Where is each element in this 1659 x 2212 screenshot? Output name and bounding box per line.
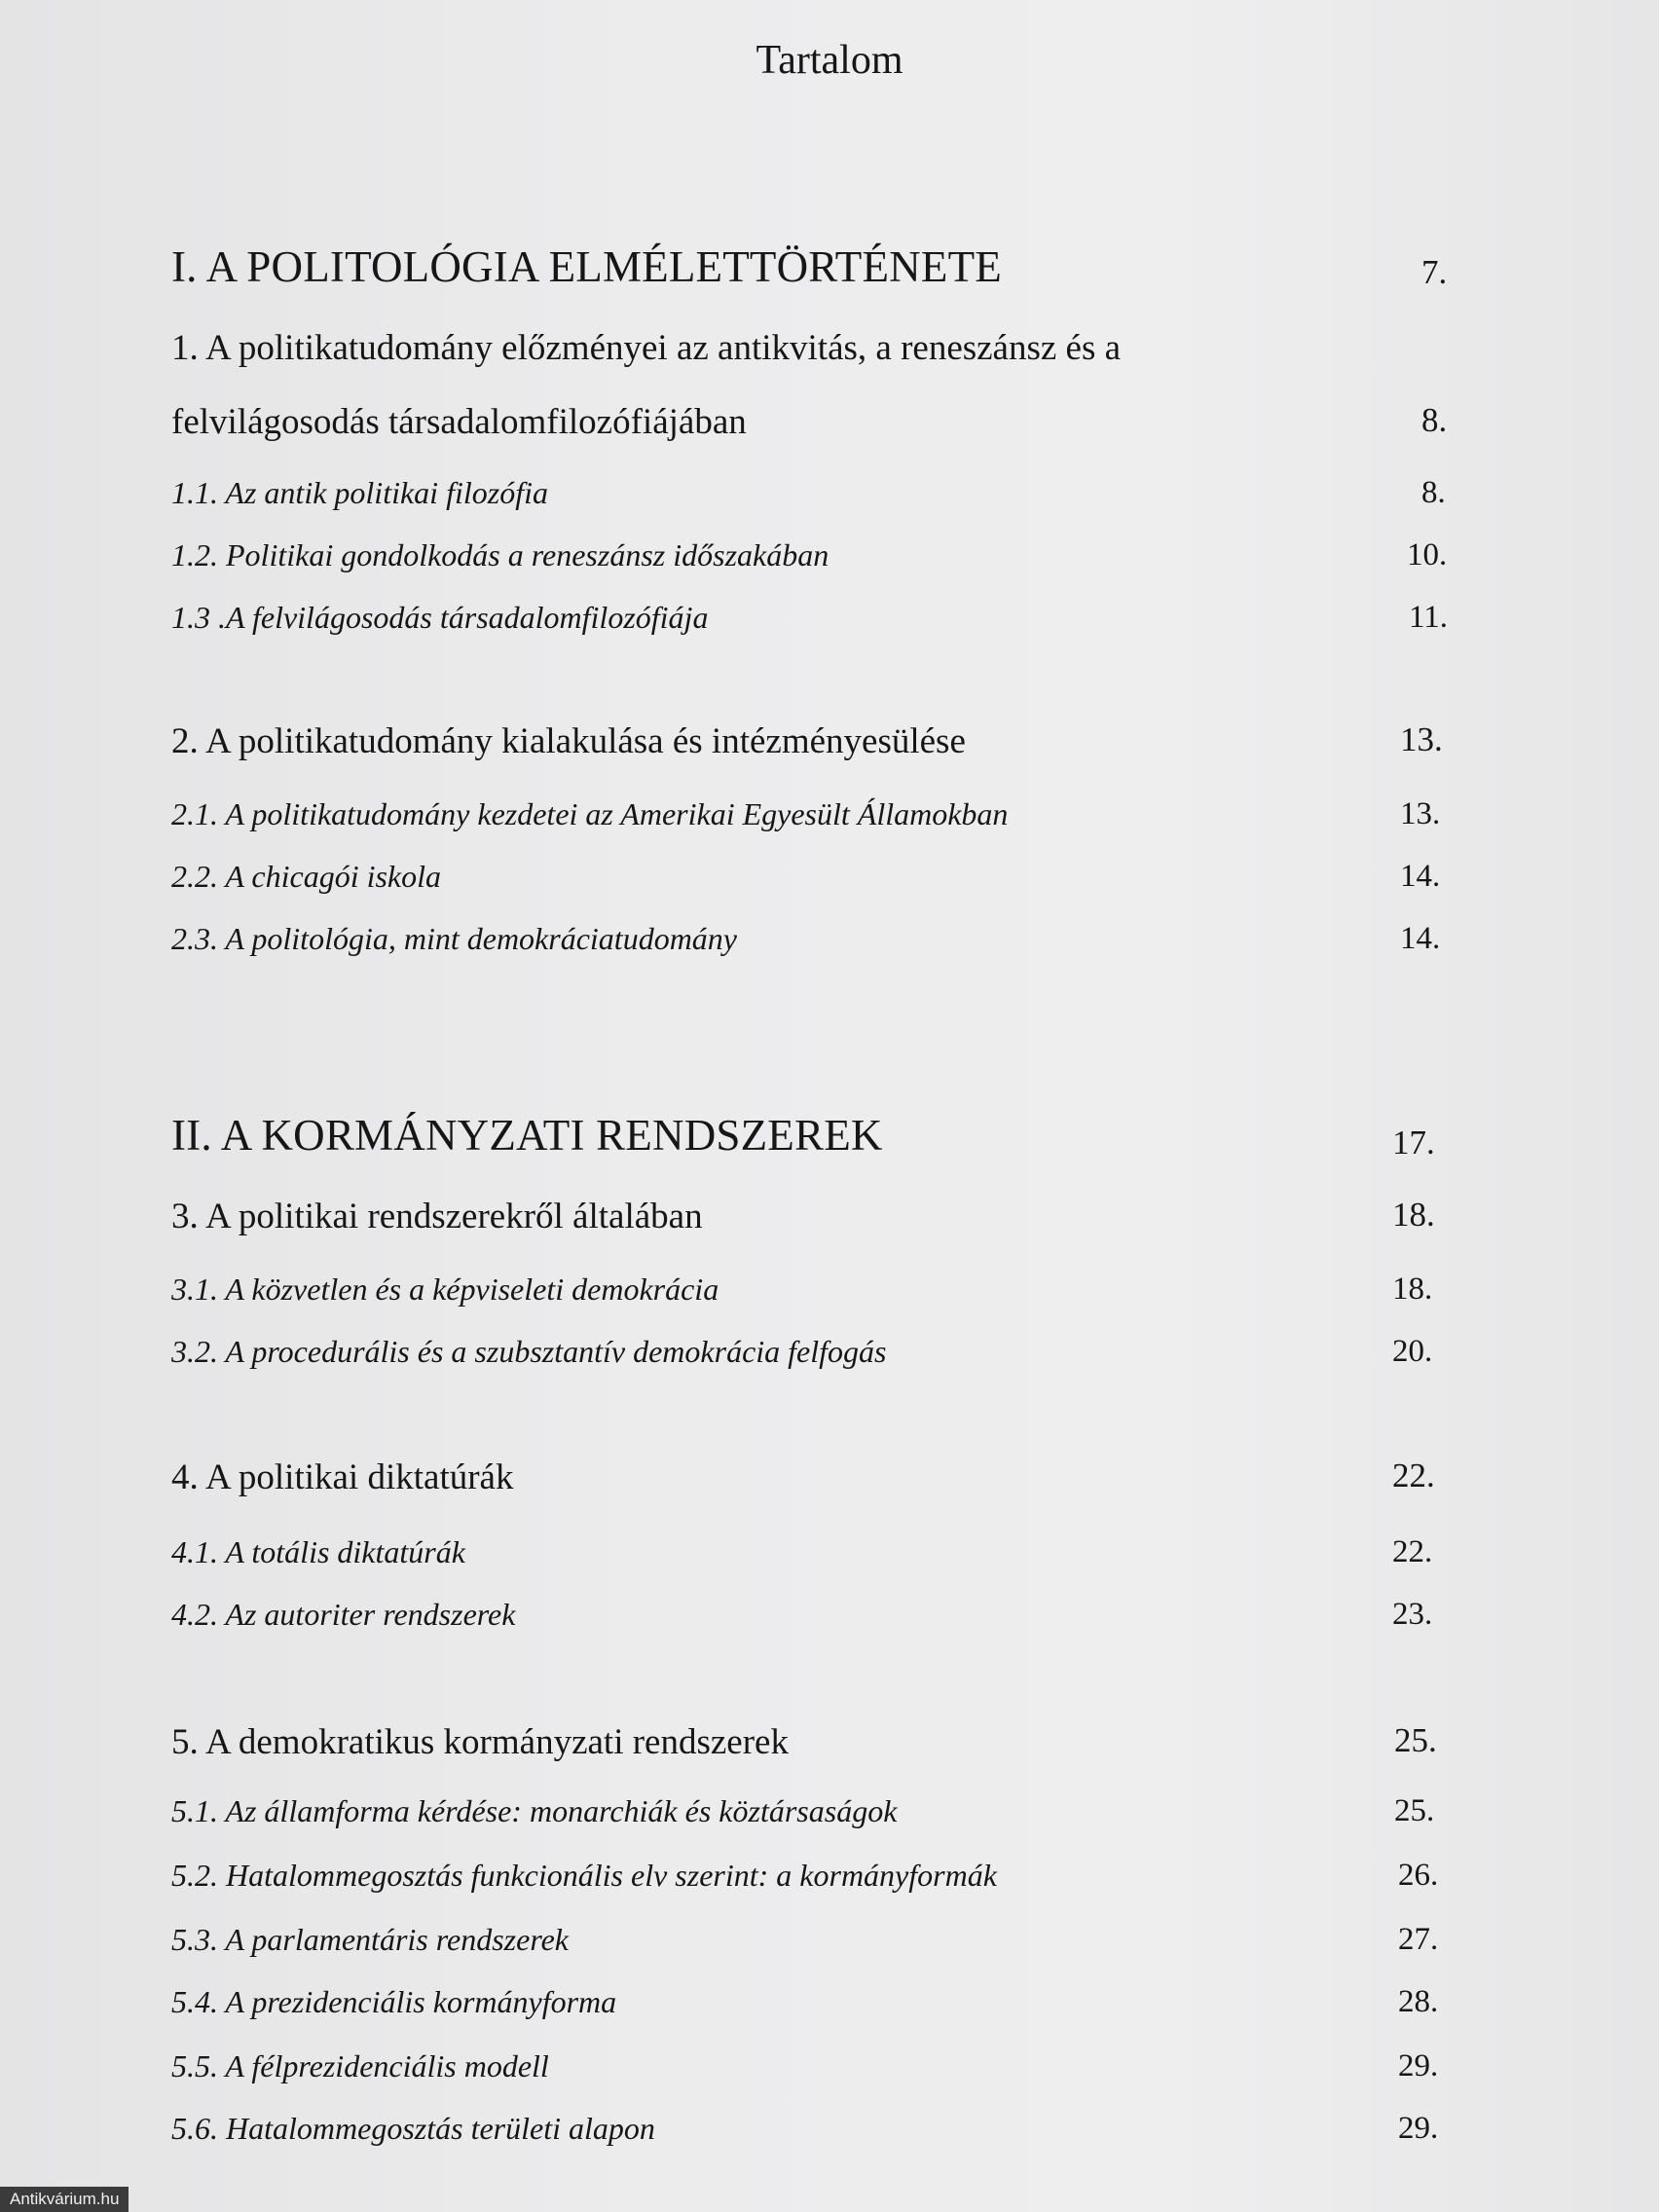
toc-entry-page: 29. <box>1398 2111 1439 2146</box>
toc-entry-title: 1.1. Az antik politikai filozófia <box>171 475 548 510</box>
toc-entry-page: 23. <box>1392 1597 1433 1632</box>
toc-entry-title: II. A KORMÁNYZATI RENDSZEREK <box>171 1111 883 1160</box>
toc-entry-page: 18. <box>1392 1196 1435 1234</box>
toc-entry-title: 4.1. A totális diktatúrák <box>171 1534 465 1569</box>
toc-entry-chapter <box>0 1456 1659 1515</box>
toc-entry-title: 2.1. A politikatudomány kezdetei az Amerikai Egyesült Államokban <box>171 796 1009 831</box>
toc-entry-chapter <box>0 720 1659 779</box>
toc-entry-title: 4.2. Az autoriter rendszerek <box>171 1597 516 1632</box>
toc-entry-title: 3. A politikai rendszerekről általában <box>171 1197 703 1236</box>
toc-entry-section <box>0 2111 1659 2169</box>
toc-entry-title: 1. A politikatudomány előzményei az antikvitás, a reneszánsz és a <box>171 328 1122 368</box>
toc-entry-page: 10. <box>1407 537 1448 572</box>
toc-entry-section <box>0 1597 1659 1655</box>
toc-entry-page: 18. <box>1392 1272 1433 1307</box>
toc-entry-page: 7. <box>1421 253 1448 291</box>
toc-entry-section <box>0 859 1659 917</box>
toc-entry-title: 5.1. Az államforma kérdése: monarchiák és köztársaságok <box>171 1793 898 1828</box>
toc-entry-chapter <box>0 401 1659 460</box>
toc-entry-page: 8. <box>1421 401 1448 439</box>
toc-entry-page: 25. <box>1394 1721 1437 1759</box>
toc-entry-title: 5.6. Hatalommegosztás területi alapon <box>171 2111 655 2146</box>
toc-entry-section <box>0 1534 1659 1593</box>
toc-entry-page: 11. <box>1409 600 1449 635</box>
toc-entry-page: 14. <box>1400 859 1441 894</box>
toc-entry-title: 5. A demokratikus kormányzati rendszerek <box>171 1722 789 1762</box>
toc-entry-title: 3.2. A procedurális és a szubsztantív demokrácia felfogás <box>171 1334 887 1369</box>
toc-entry-page: 20. <box>1392 1334 1433 1369</box>
toc-entry-title: 3.1. A közvetlen és a képviseleti demokrácia <box>171 1272 719 1307</box>
toc-entry-page: 28. <box>1398 1984 1439 2019</box>
toc-entry-title: 5.5. A félprezidenciális modell <box>171 2048 549 2083</box>
toc-entry-chapter <box>0 327 1659 386</box>
toc-entry-title: 2.2. A chicagói iskola <box>171 859 442 894</box>
toc-entry-page: 29. <box>1398 2048 1439 2083</box>
toc-entry-part <box>0 1110 1659 1168</box>
toc-entry-section <box>0 2048 1659 2107</box>
toc-entry-section <box>0 600 1659 658</box>
toc-entry-section <box>0 1272 1659 1330</box>
toc-entry-page: 8. <box>1421 475 1446 510</box>
toc-entry-section <box>0 796 1659 855</box>
toc-entry-section <box>0 475 1659 534</box>
toc-entry-page: 25. <box>1394 1793 1435 1828</box>
toc-entry-page: 22. <box>1392 1456 1435 1494</box>
page-title: Tartalom <box>756 38 903 83</box>
toc-entry-title: 1.2. Politikai gondolkodás a reneszánsz időszakában <box>171 537 830 572</box>
toc-entry-page: 26. <box>1398 1858 1439 1893</box>
toc-entry-chapter <box>0 1721 1659 1780</box>
toc-entry-section <box>0 1858 1659 1916</box>
watermark: Antikvárium.hu <box>0 2187 129 2212</box>
toc-entry-title: 2.3. A politológia, mint demokráciatudomány <box>171 921 737 956</box>
toc-entry-title: 5.3. A parlamentáris rendszerek <box>171 1922 569 1957</box>
toc-entry-page: 27. <box>1398 1922 1439 1957</box>
toc-entry-page: 13. <box>1400 796 1441 831</box>
toc-entry-page: 17. <box>1392 1124 1435 1161</box>
toc-entry-title: 4. A politikai diktatúrák <box>171 1457 514 1497</box>
toc-entry-page: 22. <box>1392 1534 1433 1569</box>
toc-entry-section <box>0 1984 1659 2043</box>
toc-entry-section <box>0 1793 1659 1852</box>
toc-entry-section <box>0 1922 1659 1980</box>
toc-entry-section <box>0 921 1659 979</box>
toc-entry-page: 13. <box>1400 720 1443 758</box>
toc-entry-part <box>0 241 1659 300</box>
toc-entry-title: 5.2. Hatalommegosztás funkcionális elv szerint: a kormányformák <box>171 1858 997 1893</box>
toc-entry-section <box>0 537 1659 596</box>
toc-entry-page: 14. <box>1400 921 1441 956</box>
toc-entry-title: 5.4. A prezidenciális kormányforma <box>171 1984 617 2019</box>
toc-entry-section <box>0 1334 1659 1392</box>
toc-entry-title: felvilágosodás társadalomfilozófiájában <box>171 402 747 442</box>
toc-entry-chapter <box>0 1196 1659 1254</box>
toc-entry-title: I. A POLITOLÓGIA ELMÉLETTÖRTÉNETE <box>171 242 1002 291</box>
toc-entry-title: 2. A politikatudomány kialakulása és intézményesülése <box>171 721 966 761</box>
toc-entry-title: 1.3 .A felvilágosodás társadalomfilozófiája <box>171 600 709 635</box>
